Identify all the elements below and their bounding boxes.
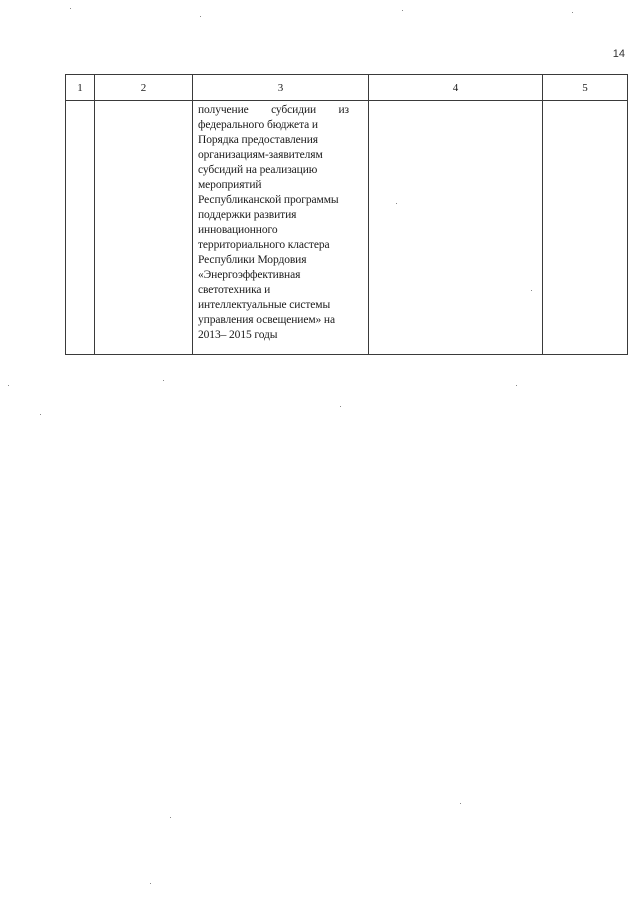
- column-header-1: 1: [66, 75, 95, 101]
- scan-speck: [40, 414, 41, 415]
- scan-speck: [150, 883, 151, 884]
- scan-speck: [516, 385, 517, 386]
- text-line: интеллектуальные системы: [198, 299, 331, 311]
- text-line: организациям-заявителям: [198, 149, 323, 161]
- text-line: управления освещением» на: [198, 314, 335, 326]
- text-line: территориального кластера: [198, 239, 330, 251]
- scan-speck: [200, 16, 201, 17]
- column-header-5: 5: [543, 75, 628, 101]
- cell-col-5: [543, 101, 628, 355]
- document-table: [65, 74, 628, 355]
- text-line: «Энергоэффективная: [198, 269, 301, 281]
- text-line: федерального бюджета и: [198, 119, 318, 131]
- text-line: субсидий на реализацию: [198, 164, 318, 176]
- text-line: Порядка предоставления: [198, 134, 318, 146]
- text-line: мероприятий: [198, 179, 262, 191]
- scan-speck: [460, 803, 461, 804]
- word: получение: [198, 104, 249, 116]
- scan-speck: [396, 203, 397, 204]
- cell-col-2: [95, 101, 193, 355]
- text-line: светотехника и: [198, 284, 271, 296]
- column-header-2: 2: [95, 75, 193, 101]
- word: из: [338, 104, 349, 116]
- table-row: [66, 101, 628, 355]
- scan-speck: [402, 10, 403, 11]
- cell-col-1: [66, 101, 95, 355]
- text-line: инновационного: [198, 224, 278, 236]
- column-header-4: 4: [369, 75, 543, 101]
- text-line: Республиканской программы: [198, 194, 339, 206]
- scan-speck: [70, 8, 71, 9]
- scan-speck: [340, 406, 341, 407]
- scan-speck: [170, 817, 171, 818]
- scan-speck: [531, 290, 532, 291]
- page-number: 14: [612, 48, 625, 60]
- table-header-row: [66, 75, 628, 101]
- text-line: Республики Мордовия: [198, 254, 307, 266]
- scan-speck: [572, 12, 573, 13]
- word: субсидии: [271, 104, 317, 116]
- text-line: 2013– 2015 годы: [198, 329, 278, 341]
- scan-speck: [8, 385, 9, 386]
- column-header-3: 3: [193, 75, 369, 101]
- scan-speck: [163, 380, 164, 381]
- cell-col-3-text: [193, 101, 368, 343]
- text-line-first: [198, 103, 365, 118]
- cell-col-3: [193, 101, 369, 355]
- cell-col-4: [369, 101, 543, 355]
- text-line: поддержки развития: [198, 209, 297, 221]
